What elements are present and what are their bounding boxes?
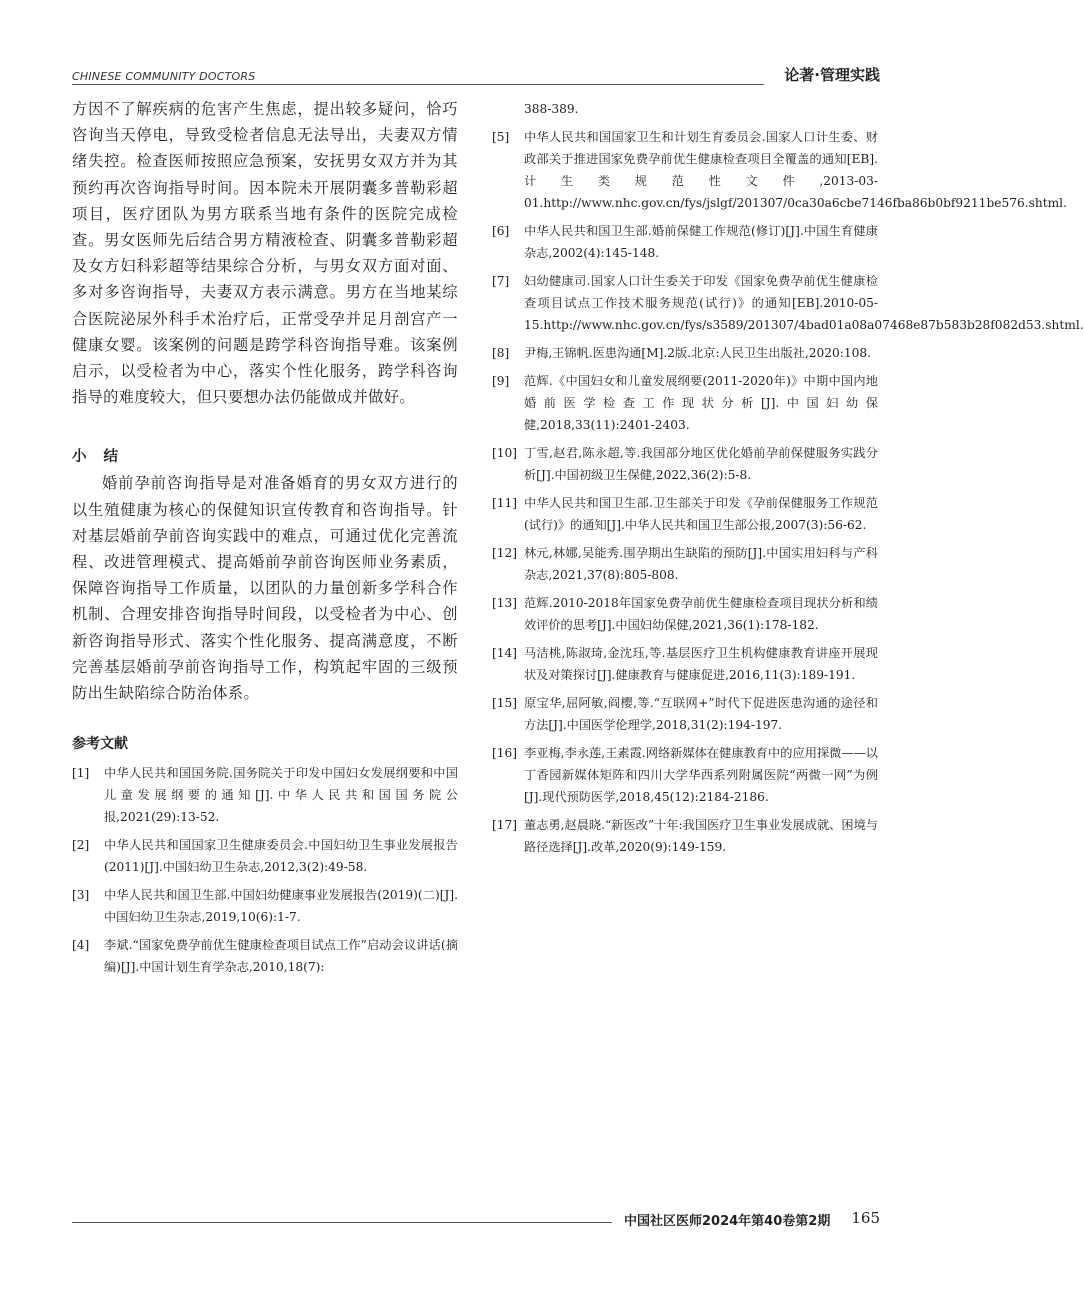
page-header: [72, 64, 880, 90]
reference-text: 中华人民共和国国家卫生健康委员会.中国妇幼卫生事业发展报告(2011)[J].中国妇幼卫生杂志,2012,3(2):49-58.: [104, 838, 458, 875]
reference-number: [13]: [492, 596, 518, 610]
summary-heading-char-2: 结: [103, 449, 119, 466]
reference-item: [72, 884, 458, 928]
reference-item: [492, 270, 1084, 336]
page-footer: [72, 1208, 880, 1232]
reference-number: [4]: [72, 938, 90, 953]
reference-list-left: [72, 762, 458, 978]
reference-text: 中华人民共和国卫生部.婚前保健工作规范(修订)[J].中国生育健康杂志,2002(4):145-148.: [524, 224, 878, 260]
reference-continuation: 388-389.: [524, 102, 579, 116]
reference-number: [1]: [72, 766, 90, 781]
header-journal-name: CHINESE COMMUNITY DOCTORS: [72, 70, 256, 83]
reference-text: 李亚梅,李永莲,王素霞.网络新媒体在健康教育中的应用探微——以丁香园新媒体矩阵和四川大学华西系列附属医院“两微一网”为例[J].现代预防医学,2018,45(12):2184-2186.: [524, 746, 878, 804]
reference-item: [492, 342, 878, 364]
footer-journal-issue: 中国社区医师2024年第40卷第2期: [624, 1214, 831, 1229]
reference-item: [72, 762, 458, 828]
reference-number: [7]: [492, 274, 510, 288]
reference-text: 中华人民共和国卫生部.卫生部关于印发《孕前保健服务工作规范(试行)》的通知[J].中华人民共和国卫生部公报,2007(3):56-62.: [524, 496, 878, 532]
right-column: [492, 98, 1084, 864]
reference-number: [17]: [492, 818, 518, 832]
reference-number: [14]: [492, 646, 518, 660]
case-paragraph: 方因不了解疾病的危害产生焦虑，提出较多疑问，恰巧咨询当天停电，导致受检者信息无法导出，夫妻双方情绪失控。检查医师按照应急预案，安抚男女双方并为其预约再次咨询指导时间。因本院未开展阴囊多普勒彩超项目，医疗团队为男方联系当地有条件的医院完成检查。男女医师先后结合男方精液检查、阴囊多普勒彩超及女方妇科彩超等结果综合分析，与男女双方面对面、多对多咨询指导，夫妻双方表示满意。男方在当地某综合医院泌尿外科手术治疗后，正常受孕并足月剖宫产一健康女婴。该案例的问题是跨学科咨询指导难。该案例启示，以受检者为中心，落实个性化服务，跨学科咨询指导的难度较大，但只要想办法仍能做成并做好。: [72, 100, 458, 407]
reference-number: [2]: [72, 838, 90, 853]
reference-item: [492, 220, 878, 264]
reference-item: [492, 642, 878, 686]
reference-text: 妇幼健康司.国家人口计生委关于印发《国家免费孕前优生健康检查项目试点工作技术服务规范(试行)》的通知[EB].2010-05-15.http://www.nhc.gov.cn/fys/s3589/201307/4bad01a08a07468e87b583b28f082d53.shtml.: [524, 274, 1084, 332]
reference-list-right: [492, 126, 1084, 858]
reference-number: [5]: [492, 130, 510, 144]
reference-number: [16]: [492, 746, 518, 760]
reference-item: [492, 370, 878, 436]
reference-text: 范辉.2010-2018年国家免费孕前优生健康检查项目现状分析和绩效评价的思考[J].中国妇幼保健,2021,36(1):178-182.: [524, 596, 878, 632]
reference-item: [492, 492, 878, 536]
header-divider: [72, 84, 764, 85]
page-number: 165: [851, 1209, 880, 1227]
reference-number: [10]: [492, 446, 518, 460]
reference-text: 林元,林娜,吴能秀.围孕期出生缺陷的预防[J].中国实用妇科与产科杂志,2021,37(8):805-808.: [524, 546, 878, 582]
reference-number: [11]: [492, 496, 518, 510]
reference-number: [3]: [72, 888, 90, 903]
summary-heading: [72, 444, 458, 470]
reference-number: [8]: [492, 346, 510, 360]
reference-text: 马洁桃,陈淑琦,金沈珏,等.基层医疗卫生机构健康教育讲座开展现状及对策探讨[J].健康教育与健康促进,2016,11(3):189-191.: [524, 646, 878, 682]
summary-paragraph: 婚前孕前咨询指导是对准备婚育的男女双方进行的以生殖健康为核心的保健知识宣传教育和咨询指导。针对基层婚前孕前咨询实践中的难点，可通过优化完善流程、改进管理模式、提高婚前孕前咨询医师业务素质，保障咨询指导工作质量，以团队的力量创新多学科合作机制、合理安排咨询指导时间段，以受检者为中心、创新咨询指导形式、落实个性化服务、提高满意度，不断完善基层婚前孕前咨询指导工作，构筑起牢固的三级预防出生缺陷综合防治体系。: [72, 474, 458, 703]
reference-text: 董志勇,赵晨晓.“新医改”十年:我国医疗卫生事业发展成就、困境与路径选择[J].改革,2020(9):149-159.: [524, 818, 878, 854]
footer-divider: [72, 1222, 612, 1223]
reference-number: [15]: [492, 696, 518, 710]
reference-text: 李斌.“国家免费孕前优生健康检查项目试点工作”启动会议讲话(摘编)[J].中国计划生育学杂志,2010,18(7):: [104, 938, 458, 975]
reference-text: 丁雪,赵君,陈永超,等.我国部分地区优化婚前孕前保健服务实践分析[J].中国初级卫生保健,2022,36(2):5-8.: [524, 446, 878, 482]
reference-number: [6]: [492, 224, 510, 238]
reference-item: [492, 126, 1067, 214]
reference-item: [492, 442, 878, 486]
reference-item: [492, 592, 878, 636]
reference-item: [492, 542, 878, 586]
reference-number: [12]: [492, 546, 518, 560]
reference-text: 中华人民共和国国家卫生和计划生育委员会.国家人口计生委、财政部关于推进国家免费孕前优生健康检查项目全覆盖的通知[EB].计生类规范性文件,2013-03-01.http://www.nhc.gov.cn/fys/jslgf/201307/0ca30a6cbe7146fba86b0bf9211be576.shtml.: [524, 130, 1067, 210]
reference-item: [72, 934, 458, 978]
header-section-title: 论著·管理实践: [784, 66, 880, 84]
reference-text: 范辉.《中国妇女和儿童发展纲要(2011-2020年)》中期中国内地婚前医学检查工作现状分析[J].中国妇幼保健,2018,33(11):2401-2403.: [524, 374, 878, 432]
left-column: [72, 96, 458, 984]
reference-item: [492, 692, 878, 736]
reference-item: [492, 814, 878, 858]
reference-text: 原宝华,屈阿敏,阎樱,等.“互联网+”时代下促进医患沟通的途径和方法[J].中国医学伦理学,2018,31(2):194-197.: [524, 696, 878, 732]
summary-heading-char-1: 小: [72, 449, 88, 466]
reference-text: 中华人民共和国国务院.国务院关于印发中国妇女发展纲要和中国儿童发展纲要的通知[J].中华人民共和国国务院公报,2021(29):13-52.: [104, 766, 458, 825]
references-heading: 参考文献: [72, 736, 128, 753]
reference-text: 尹梅,王锦帆.医患沟通[M].2版.北京:人民卫生出版社,2020:108.: [524, 346, 872, 360]
reference-item: [72, 834, 458, 878]
reference-item: [492, 742, 878, 808]
reference-number: [9]: [492, 374, 510, 388]
reference-text: 中华人民共和国卫生部.中国妇幼健康事业发展报告(2019)(二)[J].中国妇幼卫生杂志,2019,10(6):1-7.: [104, 888, 458, 925]
